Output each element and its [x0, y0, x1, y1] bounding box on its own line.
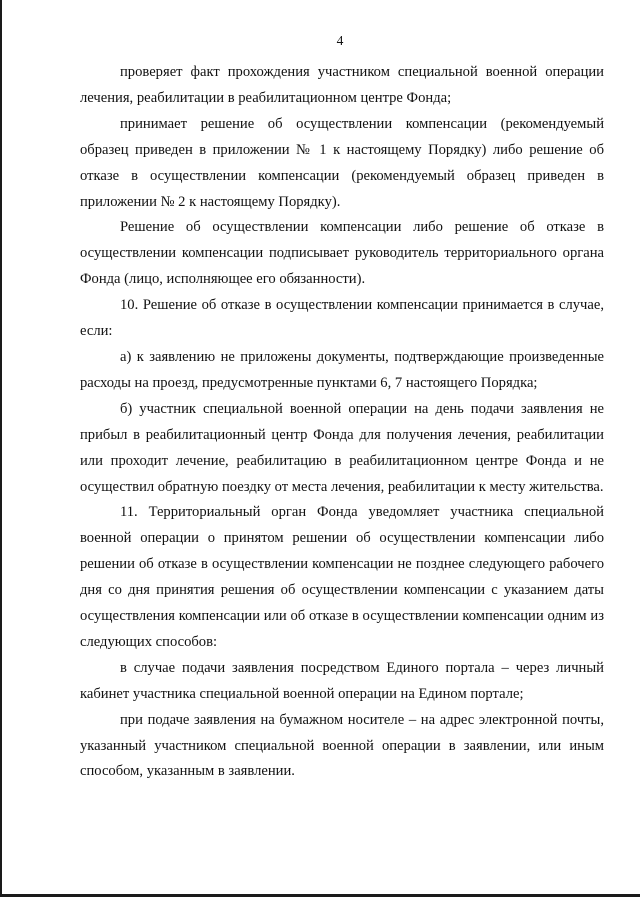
document-body	[80, 60, 604, 785]
paragraph-subitem-b: б) участник специальной военной операции на день подачи заявления не прибыл в реабилитационный центр Фонда для получения лечения, реабилитации или проходит лечение, реабилитацию в реабилитационном центре Фонда и не осуществил обратную поездку от места лечения, реабилитации к месту жительства.	[80, 400, 604, 495]
paragraph-verification: проверяет факт прохождения участником специальной военной операции лечения, реабилитации в реабилитационном центре Фонда;	[80, 64, 604, 106]
paragraph-paper-notice: при подаче заявления на бумажном носителе – на адрес электронной почты, указанный участником специальной военной операции в заявлении, или иным способом, указанным в заявлении.	[80, 711, 604, 780]
paragraph-item-10: 10. Решение об отказе в осуществлении компенсации принимается в случае, если:	[80, 297, 604, 340]
paragraph-decision: принимает решение об осуществлении компенсации (рекомендуемый образец приведен в приложении № 1 к настоящему Порядку) либо решение об отказе в осуществлении компенсации (рекомендуемый образец приведен в приложении № 2 к настоящему Порядку).	[80, 115, 604, 210]
page-number: 4	[336, 33, 344, 48]
scan-edge-left	[0, 0, 2, 897]
paragraph-signature: Решение об осуществлении компенсации либо решение об отказе в осуществлении компенсации подписывает руководитель территориального органа Фонда (лицо, исполняющее его обязанности).	[80, 219, 604, 288]
paragraph-item-11: 11. Территориальный орган Фонда уведомляет участника специальной военной операции о принятом решении об осуществлении компенсации либо решении об отказе в осуществлении компенсации не позднее следующего рабочего дня со дня принятия решения об осуществлении компенсации с указанием даты осуществления компенсации или об отказе в осуществлении компенсации одним из следующих способов:	[80, 504, 604, 650]
paragraph-subitem-a: а) к заявлению не приложены документы, подтверждающие произведенные расходы на проезд, предусмотренные пунктами 6, 7 настоящего Порядка;	[80, 348, 604, 391]
paragraph-portal-notice: в случае подачи заявления посредством Единого портала – через личный кабинет участника специальной военной операции на Едином портале;	[80, 659, 604, 702]
